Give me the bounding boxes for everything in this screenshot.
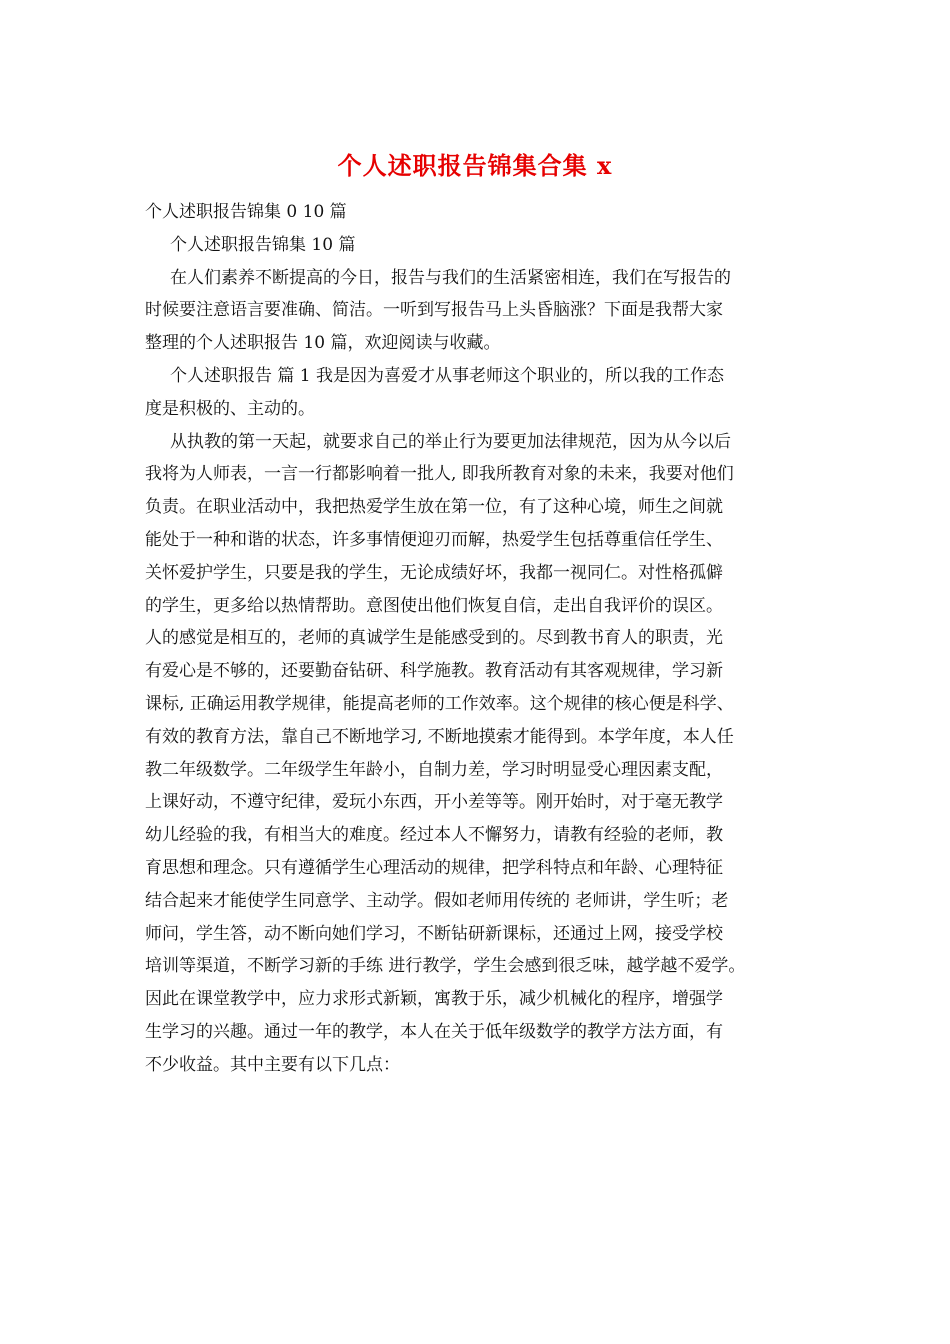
- body-line: 关怀爱护学生，只要是我的学生，无论成绩好坏，我都一视同仁。对性格孤僻: [145, 562, 723, 583]
- body-line: 有爱心是不够的，还要勤奋钻研、科学施教。教育活动有其客观规律，学习新: [145, 661, 723, 682]
- body-line: 个人述职报告 篇 1 我是因为喜爱才从事老师这个职业的，所以我的工作态: [170, 366, 725, 386]
- body-line: 有效的教育方法，靠自己不断地学习, 不断地摸索才能得到。本学年度，本人任: [145, 726, 734, 747]
- body-line: 时候要注意语言要准确、简洁。一听到写报告马上头昏脑涨？下面是我帮大家: [145, 300, 723, 321]
- body-line: 能处于一种和谐的状态，许多事情便迎刃而解，热爱学生包括尊重信任学生、: [145, 530, 723, 550]
- document-title: 个人述职报告锦集合集 x: [337, 151, 613, 180]
- body-line: 结合起来才能使学生同意学、主动学。假如老师用传统的 老师讲，学生听；老: [145, 890, 729, 911]
- body-line: 师问，学生答，动不断向她们学习，不断钻研新课标，还通过上网，接受学校: [145, 923, 723, 944]
- body-line: 在人们素养不断提高的今日，报告与我们的生活紧密相连，我们在写报告的: [170, 267, 731, 288]
- body-line: 个人述职报告锦集 0 10 篇: [145, 202, 347, 222]
- body-line: 教二年级数学。二年级学生年龄小，自制力差，学习时明显受心理因素支配，: [145, 759, 723, 780]
- body-line: 育思想和理念。只有遵循学生心理活动的规律，把学科特点和年龄、心理特征: [145, 858, 723, 878]
- body-line: 培训等渠道，不断学习新的手练 进行教学，学生会感到很乏味，越学越不爱学。: [145, 956, 746, 977]
- body-line: 我将为人师表，一言一行都影响着一批人, 即我所教育对象的未来，我要对他们: [145, 464, 734, 485]
- body-line: 从执教的第一天起，就要求自己的举止行为要更加法律规范，因为从今以后: [170, 431, 731, 452]
- body-line: 负责。在职业活动中，我把热爱学生放在第一位，有了这种心境，师生之间就: [145, 497, 723, 518]
- body-line: 的学生，更多给以热情帮助。意图使出他们恢复自信，走出自我评价的误区。: [145, 595, 723, 616]
- body-line: 个人述职报告锦集 10 篇: [170, 234, 356, 255]
- body-line: 幼儿经验的我，有相当大的难度。经过本人不懈努力，请教有经验的老师，教: [145, 825, 723, 846]
- body-line: 生学习的兴趣。通过一年的教学，本人在关于低年级数学的教学方法方面，有: [145, 1022, 723, 1042]
- body-line: 度是积极的、主动的。: [145, 398, 315, 419]
- body-line: 人的感觉是相互的，老师的真诚学生是能感受到的。尽到教书育人的职责，光: [145, 628, 723, 649]
- body-line: 上课好动，不遵守纪律，爱玩小东西，开小差等等。刚开始时，对于毫无教学: [145, 792, 723, 813]
- body-line: 因此在课堂教学中，应力求形式新颖，寓教于乐，减少机械化的程序，增强学: [145, 989, 723, 1010]
- body-line: 整理的个人述职报告 10 篇，欢迎阅读与收藏。: [145, 333, 501, 354]
- body-line: 课标, 正确运用教学规律，能提高老师的工作效率。这个规律的核心便是科学、: [145, 694, 734, 714]
- body-line: 不少收益。其中主要有以下几点：: [145, 1054, 400, 1075]
